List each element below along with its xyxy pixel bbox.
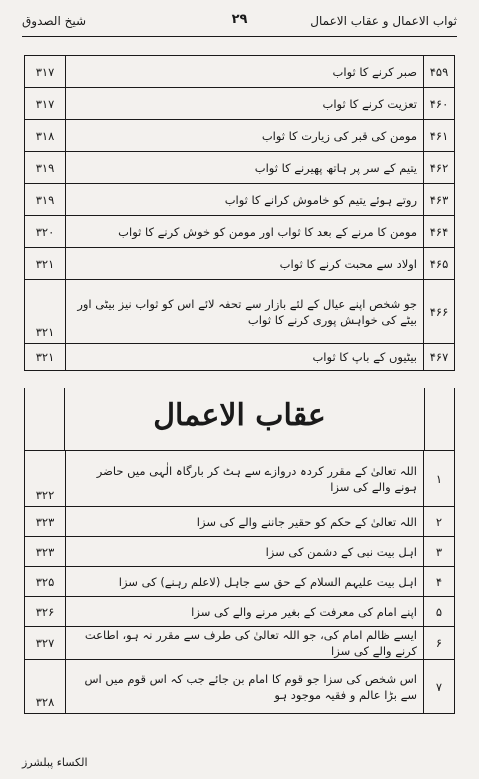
entry-title: مومن کا مرنے کے بعد کا ثواب اور مومن کو خوش کرنے کا ثواب [66,216,424,248]
entry-title: یتیم کے سر پر ہاتھ پھیرنے کا ثواب [66,152,424,184]
page-ref: ۳۲۳ [25,507,66,537]
table-row [25,88,455,120]
table-row [25,660,455,714]
entry-number: ۷ [424,660,455,714]
entry-title: مومن کی قبر کی زیارت کا ثواب [66,120,424,152]
section-heading-box [24,388,455,450]
table-row [25,184,455,216]
entry-number: ۴۶۳ [424,184,455,216]
entry-title: روتے ہوئے یتیم کو خاموش کرانے کا ثواب [66,184,424,216]
entry-number: ۴۶۴ [424,216,455,248]
entry-title: اولاد سے محبت کرنے کا ثواب [66,248,424,280]
contents-table-punishments [24,450,455,714]
entry-number: ۲ [424,507,455,537]
entry-title: اللہ تعالیٰ کے حکم کو حقیر جاننے والے کی سزا [66,507,424,537]
entry-number: ۵ [424,597,455,627]
entry-number: ۴۶۷ [424,344,455,371]
entry-title: جو شخص اپنے عیال کے لئے بازار سے تحفہ لائے اس کو ثواب نیز بیٹی اور بیٹے کی خواہش پوری کرنے کا ثواب [66,280,424,344]
page-ref: ۳۲۷ [25,627,66,660]
entry-number: ۴۶۲ [424,152,455,184]
entry-number: ۴۶۰ [424,88,455,120]
page-ref: ۳۲۶ [25,597,66,627]
entry-title: صبر کرنے کا ثواب [66,56,424,88]
table-row [25,152,455,184]
entry-title: اپنے امام کی معرفت کے بغیر مرنے والے کی سزا [66,597,424,627]
table-row [25,280,455,344]
table-row [25,248,455,280]
page-ref: ۳۲۱ [25,248,66,280]
page-ref: ۳۱۸ [25,120,66,152]
page-number: ۲۹ [231,12,248,27]
running-title: ثواب الاعمال و عقاب الاعمال [310,14,457,28]
table-row [25,344,455,371]
page-ref: ۳۱۷ [25,56,66,88]
entry-number: ۴۶۱ [424,120,455,152]
entry-title: اہل بیت علیہم السلام کے حق سے جاہل (لاعلم رہنے) کی سزا [66,567,424,597]
entry-number: ۴ [424,567,455,597]
page-ref: ۳۲۱ [25,344,66,371]
page-ref: ۳۲۵ [25,567,66,597]
table-row [25,627,455,660]
page-ref: ۳۱۹ [25,152,66,184]
entry-number: ۳ [424,537,455,567]
entry-number: ۴۵۹ [424,56,455,88]
page-ref: ۳۲۳ [25,537,66,567]
table-row [25,567,455,597]
page-ref: ۳۲۰ [25,216,66,248]
entry-number: ۴۶۵ [424,248,455,280]
page-ref: ۳۲۸ [25,660,66,714]
page-header [22,10,457,34]
page-ref: ۳۱۷ [25,88,66,120]
table-row [25,537,455,567]
entry-number: ۱ [424,451,455,507]
table-row [25,120,455,152]
entry-number: ۴۶۶ [424,280,455,344]
entry-title: اللہ تعالیٰ کے مقرر کردہ دروازے سے ہٹ کر بارگاہ الٰہی میں حاضر ہونے والے کی سزا [66,451,424,507]
entry-number: ۶ [424,627,455,660]
author-name: شیخ الصدوق [22,14,87,28]
table-row [25,216,455,248]
entry-title: اس شخص کی سزا جو قوم کا امام بن جائے جب کہ اس قوم میں اس سے بڑا عالم و فقیہ موجود ہو [66,660,424,714]
page-ref: ۳۱۹ [25,184,66,216]
section-title: عقاب الاعمال [153,398,326,433]
table-row [25,56,455,88]
page-ref: ۳۲۱ [25,280,66,344]
entry-title: تعزیت کرنے کا ثواب [66,88,424,120]
table-row [25,451,455,507]
contents-table-rewards [24,55,455,371]
header-rule [22,36,457,37]
entry-title: بیٹیوں کے باپ کا ثواب [66,344,424,371]
publisher-footer: الکساء پبلشرز [22,756,88,769]
entry-title: ایسے ظالم امام کی، جو اللہ تعالیٰ کی طرف سے مقرر نہ ہو، اطاعت کرنے والے کی سزا [66,627,424,660]
page-ref: ۳۲۲ [25,451,66,507]
table-row [25,507,455,537]
entry-title: اہل بیت نبی کے دشمن کی سزا [66,537,424,567]
table-row [25,597,455,627]
